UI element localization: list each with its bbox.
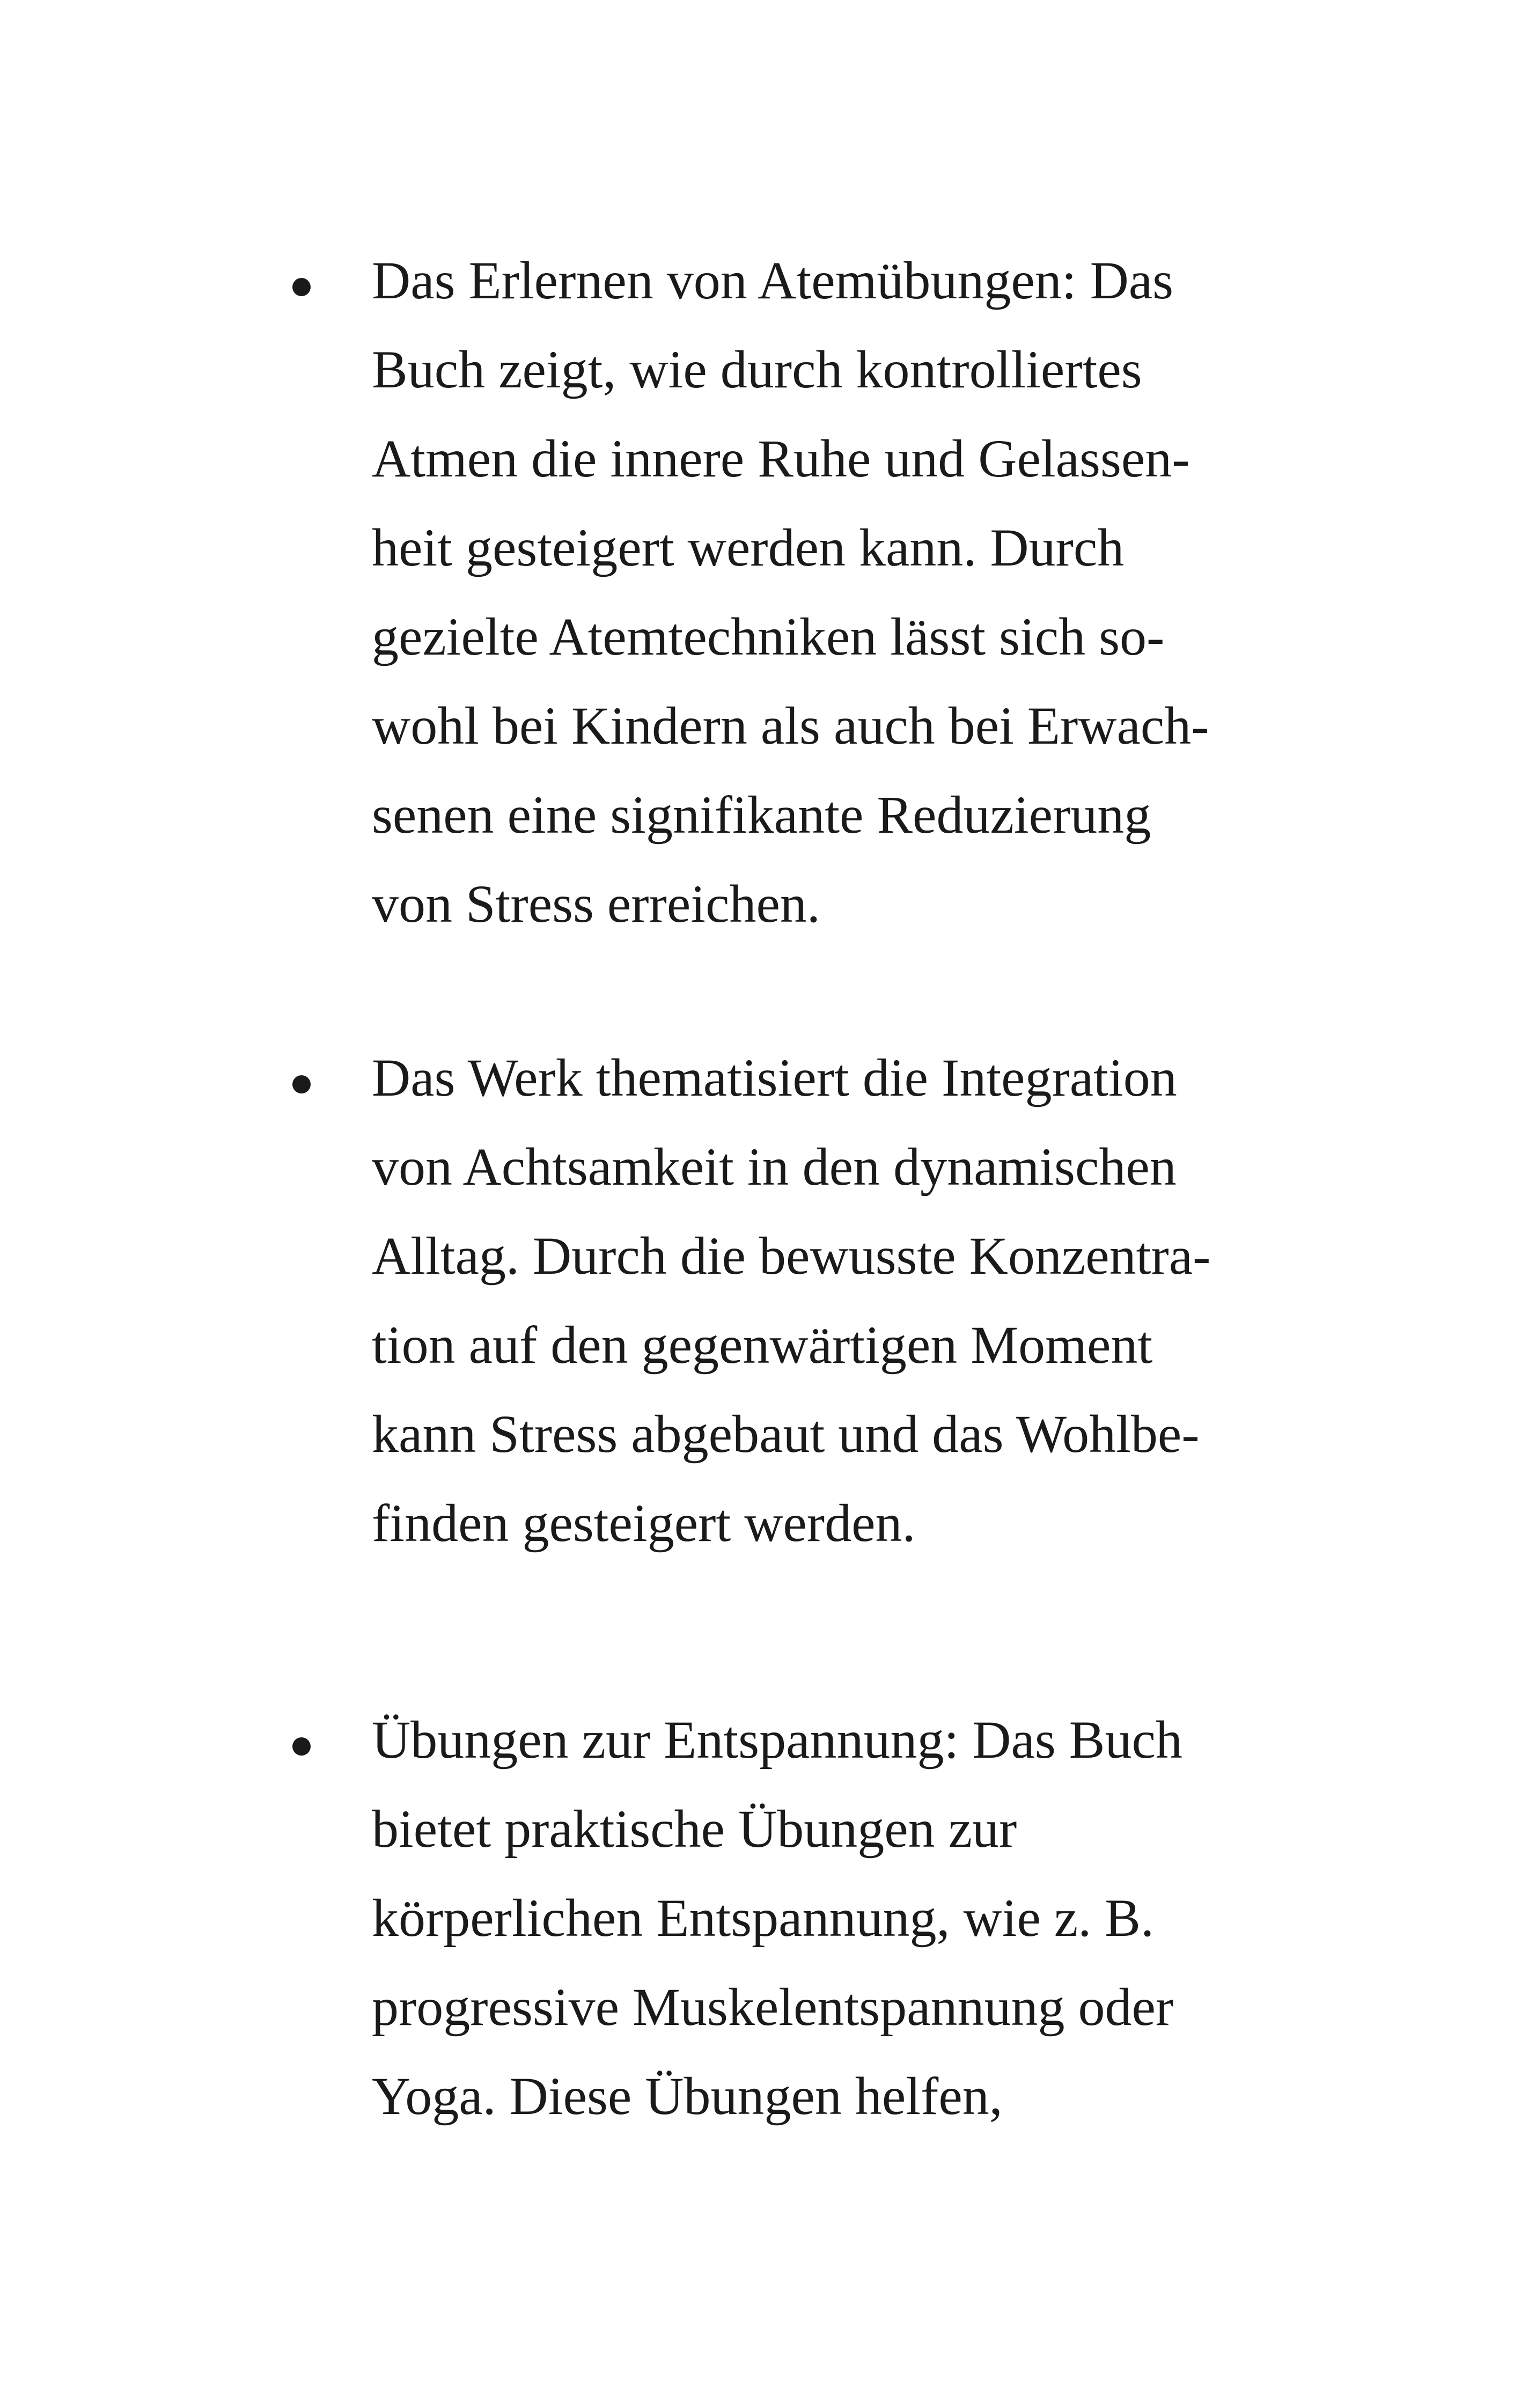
bullet-text: Das Erlernen von Atemübungen: Das Buch zeigt, wie durch kontrolliertes Atmen die innere Ruhe und Gelassen- heit gesteigert werden kann. Durch gezielte Atemtechniken lässt sich so- wohl bei Kindern als auch bei Erwach- senen eine signifikante Reduzierung von Stress erreichen. bbox=[372, 251, 1209, 934]
bullet-text: Übungen zur Entspannung: Das Buch bietet praktische Übungen zur körperlichen Entspannung, wie z. B. progressive Muskelentspannung oder Yoga. Diese Übungen helfen, bbox=[372, 1710, 1182, 2126]
bullet-point-icon bbox=[292, 1737, 311, 1756]
bullet-point-icon bbox=[292, 278, 311, 296]
bullet-text: Das Werk thematisiert die Integration von Achtsamkeit in den dynamischen Alltag. Durch die bewusste Konzentra- tion auf den gegenwärtigen Moment kann Stress abgebaut und das Wohlbe- finden gesteigert werden. bbox=[372, 1048, 1211, 1553]
bullet-point-icon bbox=[292, 1075, 311, 1093]
